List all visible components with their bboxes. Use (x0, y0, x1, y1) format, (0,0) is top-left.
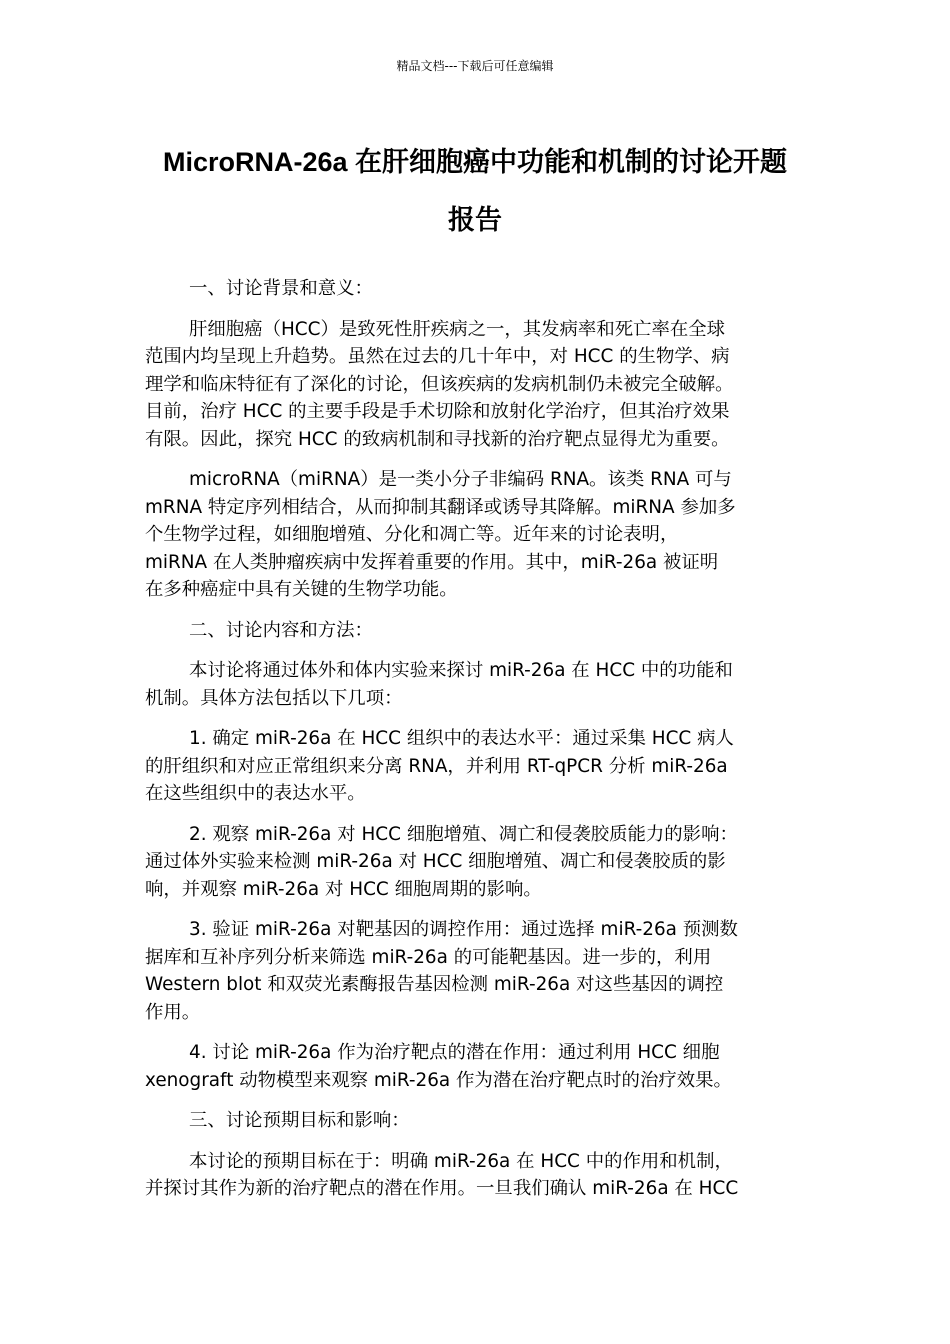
title-line-2: 报告 (448, 205, 502, 235)
text-line: mRNA 特定序列相结合，从而抑制其翻译或诱导其降解。miRNA 参加多 (145, 496, 736, 518)
paragraph-mirna-background (145, 466, 805, 604)
section-heading-methods: 二、讨论内容和方法： (189, 619, 373, 641)
section-heading-background: 一、讨论背景和意义： (189, 278, 373, 299)
text-line: 范围内均呈现上升趋势。虽然在过去的几十年中，对 HCC 的生物学、病 (145, 346, 730, 367)
paragraph-goals (145, 1148, 805, 1203)
text-line: Western blot 和双荧光素酶报告基因检测 miR-26a 对这些基因的调控 (145, 974, 724, 995)
text-line: 并探讨其作为新的治疗靶点的潜在作用。一旦我们确认 miR-26a 在 HCC (145, 1178, 739, 1199)
text-line: 在多种癌症中具有关键的生物学功能。 (145, 579, 458, 600)
text-line: microRNA（miRNA）是一类小分子非编码 RNA。该类 RNA 可与 (189, 469, 732, 490)
text-line: 理学和临床特征有了深化的讨论，但该疾病的发病机制仍未被完全破解。 (145, 373, 734, 395)
paragraph-hcc-background (145, 316, 805, 454)
method-item-2 (145, 821, 805, 904)
text-line: 个生物学过程，如细胞增殖、分化和凋亡等。近年来的讨论表明， (145, 524, 679, 545)
text-line: 4. 讨论 miR-26a 作为治疗靶点的潜在作用：通过利用 HCC 细胞 (189, 1042, 720, 1063)
text-line: 有限。因此，探究 HCC 的致病机制和寻找新的治疗靶点显得尤为重要。 (145, 428, 730, 450)
paragraph-methods-intro (145, 657, 805, 712)
section-heading-goals: 三、讨论预期目标和影响： (189, 1110, 410, 1131)
document-title (120, 133, 830, 249)
text-line: 1. 确定 miR-26a 在 HCC 组织中的表达水平：通过采集 HCC 病人 (189, 728, 734, 749)
text-line: 本讨论的预期目标在于：明确 miR-26a 在 HCC 中的作用和机制， (189, 1150, 733, 1172)
text-line: 通过体外实验来检测 miR-26a 对 HCC 细胞增殖、凋亡和侵袭胶质的影 (145, 851, 726, 872)
text-line: 目前，治疗 HCC 的主要手段是手术切除和放射化学治疗，但其治疗效果 (145, 401, 730, 422)
text-line: 在这些组织中的表达水平。 (145, 783, 366, 804)
header-note: 精品文档---下载后可任意编辑 (396, 59, 554, 73)
method-item-1 (145, 725, 805, 808)
text-line: 3. 验证 miR-26a 对靶基因的调控作用：通过选择 miR-26a 预测数 (189, 919, 738, 940)
text-line: 机制。具体方法包括以下几项： (145, 687, 403, 709)
text-line: xenograft 动物模型来观察 miR-26a 作为潜在治疗靶点时的治疗效果。 (145, 1069, 732, 1091)
text-line: miRNA 在人类肿瘤疾病中发挥着重要的作用。其中，miR-26a 被证明 (145, 551, 719, 573)
document-body (145, 275, 805, 1216)
text-line: 肝细胞癌（HCC）是致死性肝疾病之一，其发病率和死亡率在全球 (189, 318, 726, 340)
method-item-3 (145, 916, 805, 1026)
method-item-4 (145, 1039, 805, 1094)
text-line: 据库和互补序列分析来筛选 miR-26a 的可能靶基因。进一步的，利用 (145, 946, 712, 968)
text-line: 作用。 (145, 1001, 201, 1023)
text-line: 2. 观察 miR-26a 对 HCC 细胞增殖、凋亡和侵袭胶质能力的影响： (189, 823, 738, 845)
title-line-1: MicroRNA-26a 在肝细胞癌中功能和机制的讨论开题 (162, 147, 788, 177)
text-line: 的肝组织和对应正常组织来分离 RNA，并利用 RT-qPCR 分析 miR-26a (145, 755, 728, 777)
text-line: 本讨论将通过体外和体内实验来探讨 miR-26a 在 HCC 中的功能和 (189, 660, 733, 681)
text-line: 响，并观察 miR-26a 对 HCC 细胞周期的影响。 (145, 878, 542, 900)
